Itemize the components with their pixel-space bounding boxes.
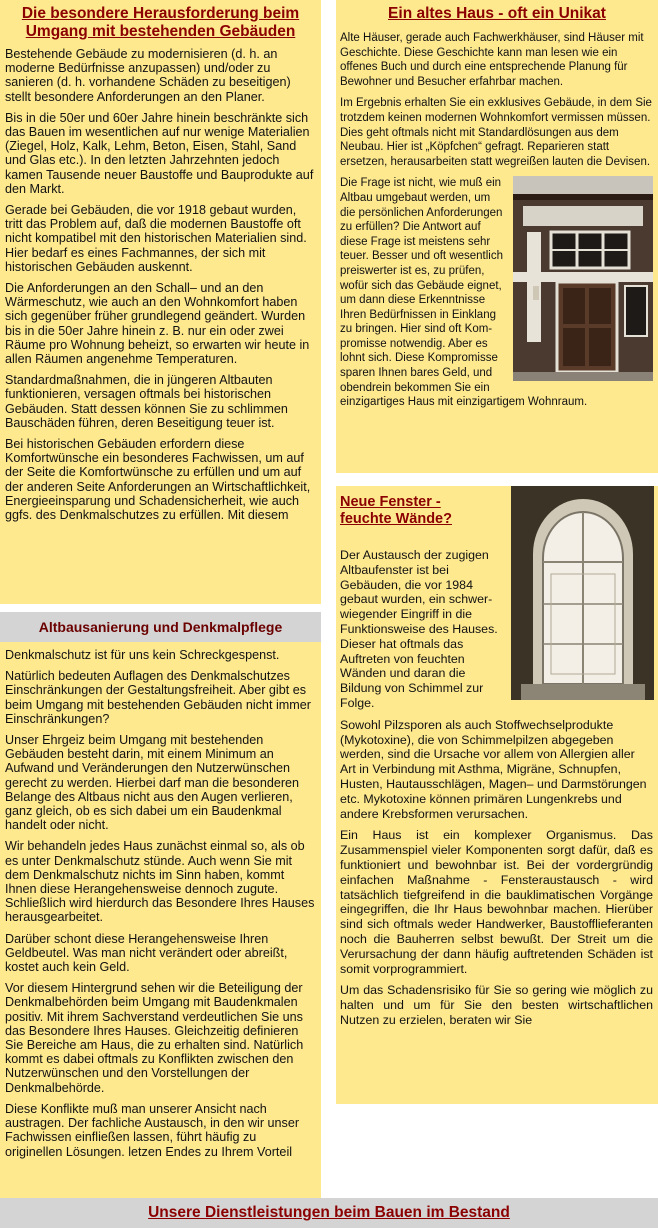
paragraph: Natürlich bedeuten Auflagen des Denkmalschutzes Einschränkungen der Gestaltungsfreiheit. Aber gibt es beim Umgang mit bestehenden Gebäuden nicht immer Einschränkungen? bbox=[5, 669, 311, 726]
heading-line: Neue Fenster - bbox=[340, 494, 441, 510]
text-neue-fenster bbox=[336, 486, 658, 1028]
paragraph: Die Anforderungen an den Schall– und an den Wärmeschutz, wie auch an den Wohnkomfort haben sich gegenüber früher grundlegend geändert. Wurden bis in die 50er Jahre hinein z. B. nur ein oder zwei Räume pro Wohnung beheizt, so erwarten wir heute in allen Räumen angenehme Temperaturen. bbox=[5, 281, 310, 367]
paragraph: Diese Konflikte muß man unserer Ansicht nach austragen. Der fachliche Austausch, in den wir unser Fachwissen einfließen lassen, führt häufig zu originellen Lösungen. letzen Endes zu Ihrem Vorteil bbox=[5, 1101, 300, 1159]
paragraph: Alte Häuser, gerade auch Fachwerkhäuser, sind Häuser mit Geschichte. Diese Geschichte kann man lesen wie ein offenes Buch und durch eine entsprechende Planung für Bewohner und Besucher erfahrbar machen. bbox=[340, 32, 644, 88]
text-herausforderung bbox=[0, 41, 321, 522]
text-denkmalpflege bbox=[0, 642, 321, 1159]
paragraph: Um das Schadensrisiko für Sie so gering wie möglich zu halten und um für Sie den besten wirtschaftlichen Nutzen zu erzielen, beraten wir Sie bbox=[340, 983, 653, 1027]
half-timbered-house-photo bbox=[513, 176, 653, 381]
panel-denkmalpflege bbox=[0, 642, 321, 1198]
paragraph: Denkmalschutz ist für uns kein Schreckgespenst. bbox=[5, 648, 280, 662]
paragraph: Gerade bei Gebäuden, die vor 1918 gebaut wurden, tritt das Problem auf, daß die modernen Baustoffe oft nicht kompatibel mit den historischen Materialien sind. Hier bedarf es eines Fachmannes, der sich mit historischen Gebäuden auskennt. bbox=[5, 203, 307, 274]
heading-herausforderung[interactable]: Die besondere Herausforderung beim Umgang mit bestehenden Gebäuden bbox=[21, 5, 300, 40]
panel-neue-fenster bbox=[336, 486, 658, 1104]
arched-window-photo bbox=[511, 486, 654, 700]
paragraph: Bis in die 50er und 60er Jahre hinein beschränkte sich das Bauen im wesentlichen auf nur wenige Materialien (Ziegel, Holz, Kalk, Lehm, Beton, Eisen, Stahl, Sand und Glas etc.). In den letzten Jahrzehnten jedoch kamen Tausende neuer Baustoffe und Bauprodukte auf den Markt. bbox=[5, 110, 314, 196]
paragraph: Bei historischen Gebäuden erfordern diese Komfortwünsche ein besonderes Fachwissen, um auf der Seite die Komfortwünsche zu erfüllen und um auf der anderen Seite Anforderungen an Wirtschaftlichkeit, Energieeinsparung und Schadensicherheit, wie auch ggfs. des Denkmalschutzes zu erfüllen. Mit diesem bbox=[5, 437, 311, 523]
text-altes-haus bbox=[336, 27, 658, 410]
heading-altes-haus[interactable]: Ein altes Haus - oft ein Unikat bbox=[388, 5, 606, 22]
footer-link-dienstleistungen[interactable]: Unsere Dienstleistungen beim Bauen im Bestand bbox=[148, 1204, 510, 1221]
panel-altes-haus bbox=[336, 0, 658, 473]
footer-bar bbox=[0, 1198, 658, 1228]
heading-denkmalpflege: Altbausanierung und Denkmalpflege bbox=[38, 619, 283, 635]
paragraph: Darüber schont diese Herangehensweise Ihren Geldbeutel. Was man nicht verändert oder abreißt, kostet auch kein Geld. bbox=[5, 931, 288, 975]
heading-bar-denkmalpflege bbox=[0, 612, 321, 642]
paragraph: Standardmaßnahmen, die in jüngeren Altbauten funktionieren, versagen oftmals bei historischen Gebäuden. Statt dessen können Sie zu schlimmen Bauschäden führen, deren Beseitigung teuer ist. bbox=[5, 373, 288, 430]
paragraph: Vor diesem Hintergrund sehen wir die Beteiligung der Denkmalbehörden beim Umgang mit Baudenkmalen positiv. Mit ihrem Sachverstand verdeutlichen Sie uns das Besondere Ihres Hauses. Gleichzeitig definieren Sie Bereiche am Haus, die zu erhalten sind. Natürlich kommt es dabei oftmals zu Konflikten zwischen den Nutzerwünschen und den Vorstellungen der Denkmalbehörde. bbox=[5, 981, 304, 1095]
paragraph: Unser Ehrgeiz beim Umgang mit bestehenden Gebäuden besteht darin, mit einem Minimum an Aufwand und Veränderungen den Nutzerwünschen gerecht zu werden. Hierbei darf man die besonderen Belange des Altbaus nicht aus den Augen verlieren, ganz gleich, ob es sich dabei um ein Baudenkmal handelt oder nicht. bbox=[5, 733, 300, 833]
paragraph: Die Frage ist nicht, wie muß ein Altbau umgebaut werden, um die persönlichen Anforderungen zu erfüllen? Die Antwort auf diese Frage ist meistens sehr teuer. Besser und oft wesentlich preiswerter ist es, zu prüfen, wofür sich das Gebäude eignet, um dann diese Erkenntnisse Ihren Bedürfnissen in Einklang zu bringen. Hier sind oft Kom-promisse notwendig. Aber es lohnt sich. Diese Kompromisse sparen Ihnen bares Geld, und obendrein bekommen Sie ein einzigartiges Haus mit einzigartigem Wohnraum. bbox=[340, 177, 588, 409]
paragraph: Ein Haus ist ein komplexer Organismus. Das Zusammenspiel vieler Komponenten sorgt dafür, daß es funktioniert und bewohnbar ist. Bei der vordergründig einfachen Maßnahme - Fensteraustausch - wird tatsächlich tiefgreifend in die bauklimatischen Vorgänge eingegriffen, die Ihr Haus bewohnbar machen. Hierüber sind sich oftmals weder Handwerker, Baustofflieferanten noch die Bauherren selbst bewußt. Der Streit um die Verursachung der dann häufig auftretenden Schäden ist somit vorprogrammiert. bbox=[340, 828, 653, 976]
paragraph: Der Austausch der zugigen Altbaufenster ist bei Gebäuden, die vor 1984 gebaut wurden, ein schwer-wiegender Eingriff in die Funktionsweise des Hauses. Dieser hat oftmals das Auftreten von feuchten Wänden und daran die Bildung von Schimmel zur Folge. bbox=[340, 548, 498, 710]
heading-line: feuchte Wände? bbox=[340, 511, 452, 527]
paragraph: Wir behandeln jedes Haus zunächst einmal so, als ob es unter Denkmalschutz stünde. Auch wenn Sie mit dem Denkmalschutz nichts im Sinn haben, kommt Ihnen diese Herangehensweise dennoch zugute. Schließlich wird hierdurch das Besondere Ihres Hauses herausgearbeitet. bbox=[5, 839, 315, 925]
paragraph: Im Ergebnis erhalten Sie ein exklusives Gebäude, in dem Sie trotzdem keinen modernen Wohnkomfort vermissen müssen. Dies geht oftmals nicht mit Standardlösungen aus dem Neubau. Hier ist „Köpfchen“ gefragt. Reparieren statt ersetzen, herausarbeiten statt wegreißen lauten die Devisen. bbox=[340, 97, 652, 168]
paragraph: Bestehende Gebäude zu modernisieren (d. h. an moderne Bedürfnisse anzupassen) und/oder zu sanieren (d. h. vorhandene Schäden zu beseitigen) stellt besondere Anforderungen an den Planer. bbox=[5, 47, 291, 104]
paragraph: Sowohl Pilzsporen als auch Stoffwechselprodukte (Mykotoxine), die von Schimmelpilzen abgegeben werden, sind die Ursache vor allem von Allergien aller Art in Verbindung mit Asthma, Migräne, Schnupfen, Husten, Hautausschlägen, Magen– und Darmstörungen etc. Mykotoxine können primären Lungenkrebs und andere Krebsformen verursachen. bbox=[340, 717, 647, 821]
window-photo-drawing bbox=[511, 486, 654, 700]
panel-herausforderung bbox=[0, 0, 321, 604]
house-photo-drawing bbox=[513, 176, 653, 381]
